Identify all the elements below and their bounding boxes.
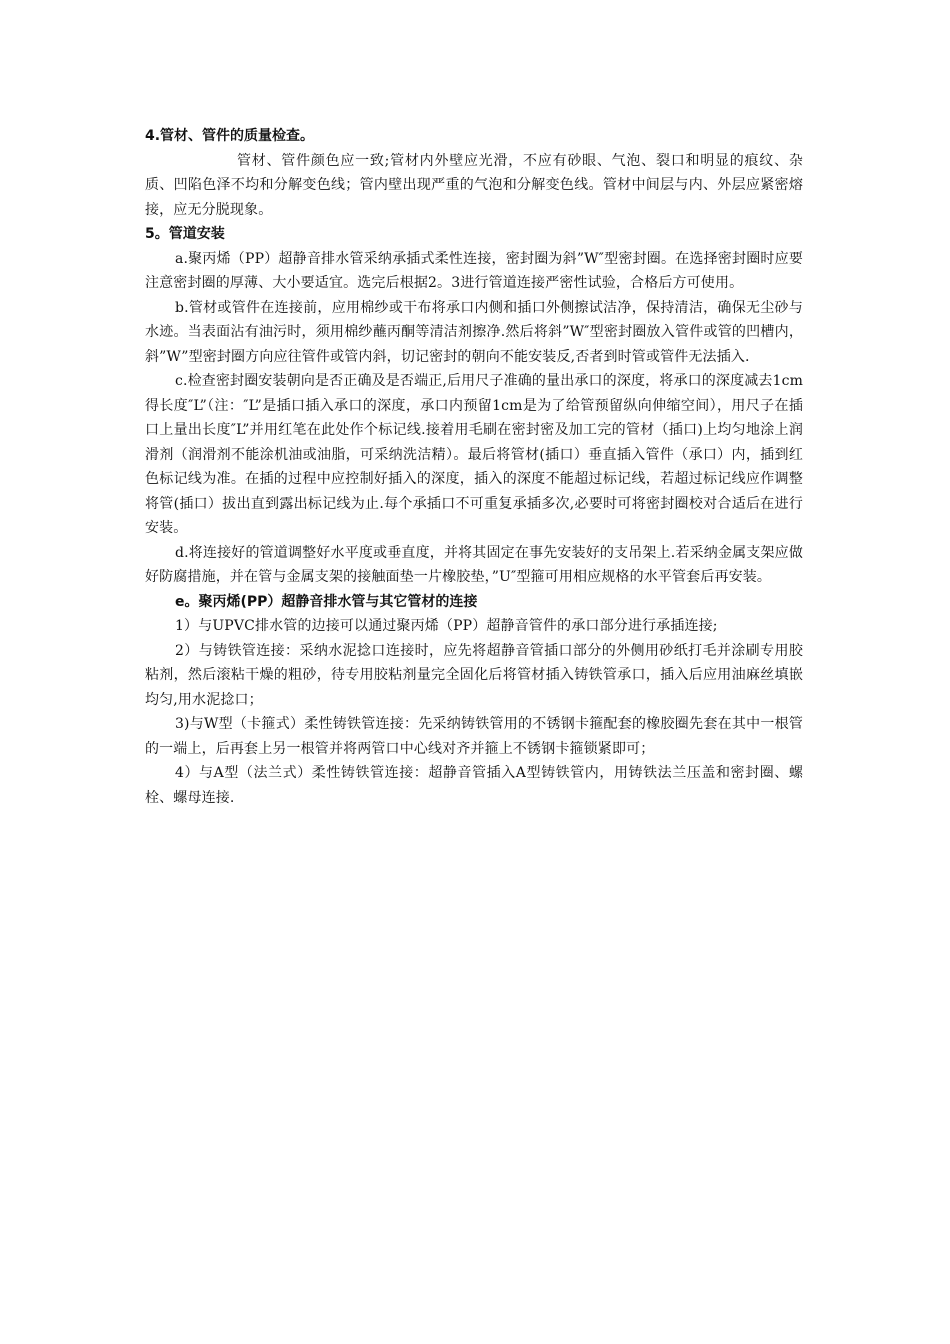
section-5-item-c: c.检查密封圈安装朝向是否正确及是否端正,后用尺子准确的量出承口的深度，将承口的深度减去1cm得长度″L”（注：″L”是插口插入承口的深度，承口内预留1cm是为了给管预留纵向伸缩空间），用尺子在插口上量出长度″L”并用红笔在此处作个标记线.接着用毛刷在密封密及加工完的管材（插口)上均匀地涂上润滑剂（润滑剂不能涂机油或油脂，可采纳洗洁精）。最后将管材(插口）垂直插入管件（承口）内，插到红色标记线为准。在插的过程中应控制好插入的深度，插入的深度不能超过标记线，若超过标记线应作调整将管(插口）拔出直到露出标记线为止.每个承插口不可重复承插多次,必要时可将密封圈校对合适后在进行安装。 (145, 373, 803, 536)
section-4-paragraph: 管材、管件颜色应一致;管材内外壁应光滑，不应有砂眼、气泡、裂口和明显的痕纹、杂质、凹陷色泽不均和分解变色线；管内壁出现严重的气泡和分解变色线。管材中间层与内、外层应紧密熔接，应无分脱现象。 (145, 152, 803, 218)
section-5-sub-item-1: 1）与UPVC排水管的边接可以通过聚丙烯（PP）超静音管件的承口部分进行承插连接; (175, 618, 718, 634)
section-5-sub-item-4: 4）与A型（法兰式）柔性铸铁管连接：超静音管插入A型铸铁管内，用铸铁法兰压盖和密封圈、螺栓、螺母连接. (145, 765, 803, 806)
section-5-sub-item-3: 3)与W型（卡箍式）柔性铸铁管连接：先采纳铸铁管用的不锈钢卡箍配套的橡胶圈先套在其中一根管的一端上，后再套上另一根管并将两管口中心线对齐并箍上不锈钢卡箍锁紧即可； (145, 716, 803, 757)
section-5-item-d: d.将连接好的管道调整好水平度或垂直度，并将其固定在事先安装好的支吊架上.若采纳金属支架应做好防腐措施，并在管与金属支架的接触面垫一片橡胶垫，”U″型箍可用相应规格的水平管套后再安装。 (145, 544, 803, 585)
section-5-subtitle-e: e。聚丙烯(PP）超静音排水管与其它管材的连接 (175, 593, 478, 610)
section-5-title: 5。管道安装 (145, 226, 225, 242)
section-5-item-b: b.管材或管件在连接前，应用棉纱或干布将承口内侧和插口外侧擦试洁净，保持清洁，确保无尘砂与水迹。当表面沾有油污时，须用棉纱蘸丙酮等清洁剂擦净.然后将斜”W″型密封圈放入管件或管的凹槽内，斜”W”型密封圈方向应往管件或管内斜，切记密封的朝向不能安装反,否者到时管或管件无法插入. (145, 299, 803, 365)
section-5-item-a: a.聚丙烯（PP）超静音排水管采纳承插式柔性连接，密封圈为斜”W″型密封圈。在选择密封圈时应要注意密封圈的厚薄、大小要适宜。选完后根据2。3进行管道连接严密性试验，合格后方可使用。 (145, 250, 803, 291)
document-page (145, 124, 803, 810)
section-4-title: 4.管材、管件的质量检查。 (145, 128, 315, 144)
section-5-sub-item-2: 2）与铸铁管连接：采纳水泥捻口连接时，应先将超静音管插口部分的外侧用砂纸打毛并涂刷专用胶粘剂，然后滚粘干燥的粗砂，待专用胶粘剂量完全固化后将管材插入铸铁管承口，插入后应用油麻丝填嵌均匀,用水泥捻口； (145, 642, 803, 708)
